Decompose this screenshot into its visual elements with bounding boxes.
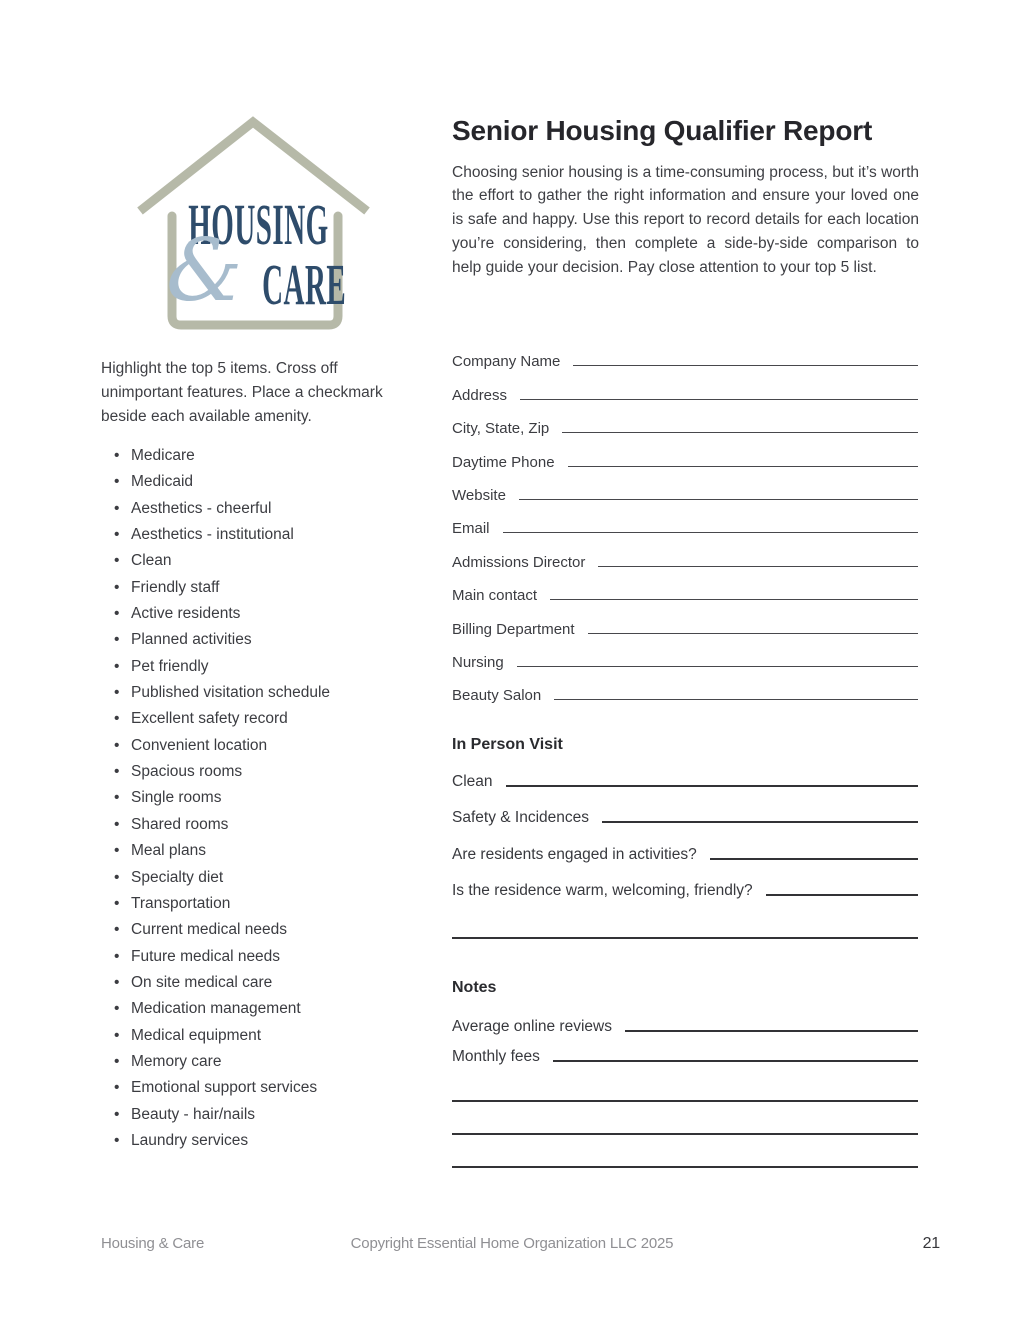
- blank-writing-line: [452, 1133, 918, 1135]
- amenity-item: • Future medical needs: [101, 944, 409, 970]
- form-field-row: [452, 437, 918, 470]
- field-blank-line: [562, 432, 918, 433]
- form-field-row: [452, 638, 918, 671]
- amenity-item: • Meal plans: [101, 838, 409, 864]
- blank-writing-line: [452, 1166, 918, 1168]
- form-field-row: [452, 1036, 918, 1067]
- amenity-item: • Current medical needs: [101, 917, 409, 943]
- header: [452, 114, 919, 280]
- amenity-item: • Clean: [101, 548, 409, 574]
- field-blank-line: [517, 666, 918, 667]
- page-footer: [0, 1235, 1024, 1257]
- amenity-item: • Published visitation schedule: [101, 680, 409, 706]
- field-blank-line: [568, 466, 918, 467]
- field-label: Website: [452, 486, 506, 504]
- field-blank-line: [519, 499, 918, 500]
- field-blank-line: [710, 858, 918, 860]
- amenity-item: • Beauty - hair/nails: [101, 1102, 409, 1128]
- amenity-item: • Excellent safety record: [101, 706, 409, 732]
- amenity-item: • On site medical care: [101, 970, 409, 996]
- field-blank-line: [520, 399, 918, 400]
- housing-care-logo: [118, 110, 380, 342]
- logo-ampersand: &: [166, 221, 243, 321]
- field-label: Is the residence warm, welcoming, friendly?: [452, 882, 753, 900]
- field-label: Clean: [452, 772, 493, 790]
- field-label: Email: [452, 520, 490, 538]
- field-blank-line: [588, 633, 918, 634]
- field-blank-line: [598, 566, 918, 567]
- logo-word-housing: HOUSING: [188, 192, 329, 257]
- form-field-row: [452, 337, 918, 370]
- field-label: Address: [452, 386, 508, 404]
- field-blank-line: [573, 365, 918, 366]
- form-field-row: [452, 370, 918, 403]
- field-blank-line: [766, 894, 918, 896]
- notes-heading: Notes: [452, 979, 497, 997]
- footer-page-number: 21: [922, 1235, 940, 1252]
- form-field-row: [452, 571, 918, 604]
- form-field-row: [452, 471, 918, 504]
- field-label: Company Name: [452, 353, 561, 371]
- amenity-item: • Laundry services: [101, 1128, 409, 1154]
- contact-fields: [452, 337, 918, 704]
- field-label: Daytime Phone: [452, 453, 555, 471]
- amenity-item: • Shared rooms: [101, 812, 409, 838]
- form-field-row: [452, 404, 918, 437]
- checklist-instructions: Highlight the top 5 items. Cross off unimportant features. Place a checkmark beside each available amenity.: [101, 360, 383, 425]
- amenity-item: • Pet friendly: [101, 654, 409, 680]
- field-blank-line: [503, 532, 918, 533]
- field-blank-line: [553, 1060, 918, 1062]
- field-label: Monthly fees: [452, 1048, 540, 1066]
- field-blank-line: [506, 785, 919, 787]
- in-person-extra-lines: [452, 937, 918, 939]
- in-person-visit-heading: In Person Visit: [452, 736, 563, 754]
- amenity-item: • Single rooms: [101, 785, 409, 811]
- amenity-item: • Specialty diet: [101, 865, 409, 891]
- amenity-item: • Convenient location: [101, 733, 409, 759]
- field-label: Beauty Salon: [452, 687, 542, 705]
- amenity-item: • Active residents: [101, 601, 409, 627]
- amenities-column: [101, 357, 409, 1154]
- amenity-item: • Medication management: [101, 996, 409, 1022]
- amenity-item: • Planned activities: [101, 627, 409, 653]
- amenity-item: • Medicaid: [101, 469, 409, 495]
- blank-writing-line: [452, 1100, 918, 1102]
- field-blank-line: [554, 699, 918, 700]
- form-field-row: [452, 671, 918, 704]
- field-label: Billing Department: [452, 620, 575, 638]
- field-label: Admissions Director: [452, 553, 586, 571]
- amenity-item: • Emotional support services: [101, 1075, 409, 1101]
- field-label: Main contact: [452, 587, 538, 605]
- amenity-item: • Transportation: [101, 891, 409, 917]
- amenities-list: [101, 443, 409, 1154]
- form-field-row: [452, 604, 918, 637]
- amenity-item: • Aesthetics - institutional: [101, 522, 409, 548]
- in-person-fields: [452, 754, 918, 900]
- footer-copyright: Copyright Essential Home Organization LLC 2025: [350, 1235, 674, 1252]
- amenity-item: • Memory care: [101, 1049, 409, 1075]
- field-label: City, State, Zip: [452, 420, 550, 438]
- amenity-item: • Medical equipment: [101, 1023, 409, 1049]
- footer-brand: Housing & Care: [101, 1235, 205, 1252]
- logo-word-care: CARE: [262, 252, 347, 317]
- blank-writing-line: [452, 937, 918, 939]
- form-field-row: [452, 537, 918, 570]
- field-blank-line: [625, 1030, 918, 1032]
- field-blank-line: [550, 599, 918, 600]
- field-label: Safety & Incidences: [452, 809, 589, 827]
- amenity-item: • Friendly staff: [101, 575, 409, 601]
- field-label: Nursing: [452, 653, 504, 671]
- field-label: Are residents engaged in activities?: [452, 845, 697, 863]
- form-field-row: [452, 1005, 918, 1036]
- form-field-row: [452, 827, 918, 864]
- intro-paragraph: Choosing senior housing is a time-consuming process, but it’s worth the effort to gather the right information and ensure your loved one is safe and happy. Use this report to record details for each location you’re considering, then complete a side-by-side comparison to help guide your decision. Pay close attention to your top 5 list.: [452, 163, 919, 276]
- field-blank-line: [602, 821, 918, 823]
- notes-fields: [452, 1005, 918, 1066]
- amenity-item: • Medicare: [101, 443, 409, 469]
- form-field-row: [452, 754, 918, 791]
- amenity-item: • Spacious rooms: [101, 759, 409, 785]
- form-field-row: [452, 791, 918, 828]
- field-label: Average online reviews: [452, 1017, 612, 1035]
- notes-extra-lines: [452, 1100, 918, 1168]
- form-column: [452, 337, 918, 1168]
- form-field-row: [452, 864, 918, 901]
- page-title: Senior Housing Qualifier Report: [452, 115, 873, 146]
- form-field-row: [452, 504, 918, 537]
- amenity-item: • Aesthetics - cheerful: [101, 496, 409, 522]
